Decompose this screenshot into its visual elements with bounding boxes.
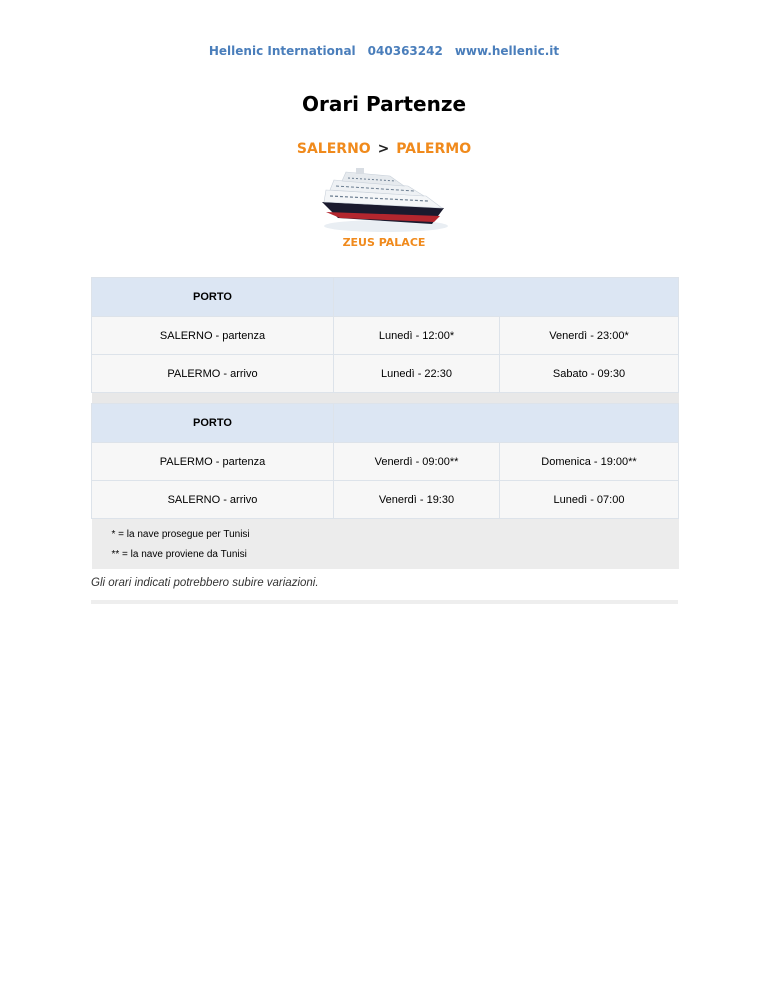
route-heading xyxy=(0,141,768,157)
port-column-header: PORTO xyxy=(92,278,334,317)
port-cell: PALERMO - partenza xyxy=(92,443,334,481)
notes-row xyxy=(92,519,679,570)
times-header-cell xyxy=(334,404,679,443)
footnote: ** = la nave proviene da Tunisi xyxy=(111,549,247,560)
table-row xyxy=(92,481,679,519)
port-cell: SALERNO - arrivo xyxy=(92,481,334,519)
time-cell: Sabato - 09:30 xyxy=(500,355,679,393)
port-cell: PALERMO - arrivo xyxy=(92,355,334,393)
ferry-ship-image xyxy=(316,168,452,234)
time-cell: Lunedì - 07:00 xyxy=(500,481,679,519)
ship-name: ZEUS PALACE xyxy=(342,236,426,249)
table-header-row xyxy=(92,278,679,317)
notes-cell xyxy=(92,519,679,570)
time-cell: Domenica - 19:00** xyxy=(500,443,679,481)
table-spacer xyxy=(92,393,679,404)
time-cell: Venerdì - 19:30 xyxy=(334,481,500,519)
route-to: PALERMO xyxy=(396,141,472,157)
schedule-table xyxy=(91,277,679,569)
table-row xyxy=(92,443,679,481)
company-name: Hellenic International xyxy=(208,44,356,58)
disclaimer-text: Gli orari indicati potrebbero subire variazioni. xyxy=(91,577,319,589)
table-header-row xyxy=(92,404,679,443)
time-cell: Lunedì - 22:30 xyxy=(334,355,500,393)
phone-number: 040363242 xyxy=(367,44,443,58)
time-cell: Venerdì - 09:00** xyxy=(334,443,500,481)
route-separator: > xyxy=(377,141,390,157)
page-title: Orari Partenze xyxy=(301,92,467,116)
footnote: * = la nave prosegue per Tunisi xyxy=(111,529,250,540)
table-row xyxy=(92,317,679,355)
times-header-cell xyxy=(334,278,679,317)
table-row xyxy=(92,355,679,393)
website-link[interactable]: www.hellenic.it xyxy=(454,44,560,58)
document-header xyxy=(0,44,768,58)
time-cell: Lunedì - 12:00* xyxy=(334,317,500,355)
route-from: SALERNO xyxy=(296,141,371,157)
port-cell: SALERNO - partenza xyxy=(92,317,334,355)
port-column-header: PORTO xyxy=(92,404,334,443)
divider xyxy=(91,600,678,604)
time-cell: Venerdì - 23:00* xyxy=(500,317,679,355)
